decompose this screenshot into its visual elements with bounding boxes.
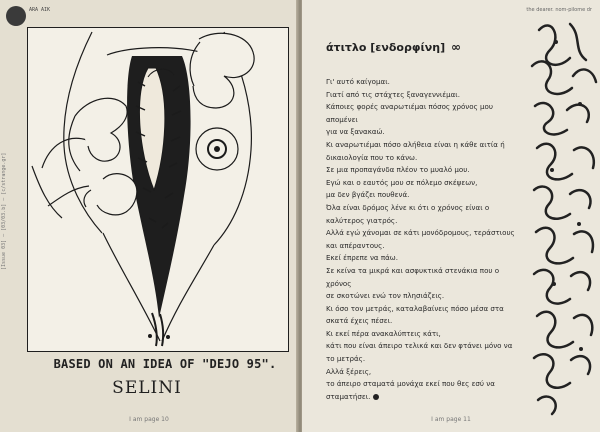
poem-line: σε σκοτώνει ενώ τον πλησιάζεις. xyxy=(326,291,445,301)
poem-line xyxy=(326,391,556,404)
right-page xyxy=(302,0,600,432)
poem-body xyxy=(326,76,556,403)
publisher-logo-icon xyxy=(6,6,26,26)
poem-line: Κάποιες φορές αναρωτιέμαι πόσος χρόνος μου xyxy=(326,102,493,112)
logo-text: ARA AIK xyxy=(29,7,51,13)
poem-line: Εκεί έπρεπε να πάω. xyxy=(326,253,398,263)
illustration xyxy=(27,27,289,352)
poem-line: απομένει xyxy=(326,114,358,124)
left-page xyxy=(0,0,298,432)
poem-line: Γιατί από τις στάχτες ξαναγεννιέμαι. xyxy=(326,89,460,99)
poem-line: Όλα είναι δρόμος λένε κι ότι ο χρόνος είναι ο xyxy=(326,202,490,212)
side-issue-meta: [Issue 03] — [03/03.b] — [c/strange.gr] xyxy=(1,152,7,270)
poem-line: σκατά έχεις πέσει. xyxy=(326,316,393,326)
calligraphic-border xyxy=(526,18,600,422)
poem-line: Σε μια προπαγάνδα πλέον το μυαλό μου. xyxy=(326,165,470,175)
poem-line: το άπειρο σταματά μονάχα εκεί που θες εσύ να xyxy=(326,379,495,389)
right-page-footer: I am page 11 xyxy=(431,416,471,423)
poem-line: και απέραντους. xyxy=(326,240,385,250)
poem-line: για να ξανακαώ. xyxy=(326,127,385,137)
illustration-caption: BASED ON AN IDEA OF "DEJO 95". xyxy=(53,357,277,371)
calligraphy-pattern xyxy=(526,18,600,422)
poem-line: Γι' αυτό καίγομαι. xyxy=(326,77,390,86)
infinity-symbol: ∞ xyxy=(450,40,461,54)
right-header: the dearer. nom-pilome dr xyxy=(526,7,592,13)
poem-line: χρόνος xyxy=(326,278,352,288)
poem-line: κάτι που είναι άπειρο τελικά και δεν φτάνει μόνο να xyxy=(326,341,513,351)
zipper-torso-drawing xyxy=(28,28,288,351)
illustration-author: SELINI xyxy=(112,378,182,398)
poem-line: Κι αναρωτιέμαι πόσο αλήθεια είναι η κάθε αιτία ή xyxy=(326,139,505,149)
poem-line-text: σταματήσει. xyxy=(326,391,371,401)
poem-line: μα δεν βγάζει πουθενά. xyxy=(326,190,410,200)
poem-line: το μετράς. xyxy=(326,354,366,364)
poem-line: Εγώ και ο εαυτός μου σε πόλεμο σκέψεων, xyxy=(326,177,478,187)
poem-line: Σε κείνα τα μικρά και ασφυκτικά στενάκια που ο xyxy=(326,265,500,275)
poem-line: Αλλά εγώ χάνομαι σε κάτι μονόδρομους, τεράστιους xyxy=(326,228,515,238)
poem-line: Κι όσο τον μετράς, καταλαβαίνεις πόσο μέσα στα xyxy=(326,303,504,313)
poem-line: Κι εκεί πέρα ανακαλύπτεις κάτι, xyxy=(326,328,441,338)
poem-title xyxy=(326,40,461,54)
left-page-footer: I am page 10 xyxy=(129,416,169,423)
poem-title-text: άτιτλο [ενδορφίνη] xyxy=(326,41,446,54)
poem-line: Αλλά ξέρεις, xyxy=(326,366,372,376)
end-mark-icon xyxy=(373,394,379,400)
poem-line: δικαιολογία που το κάνω. xyxy=(326,152,418,162)
poem-line: καλύτερος γιατρός. xyxy=(326,215,398,225)
